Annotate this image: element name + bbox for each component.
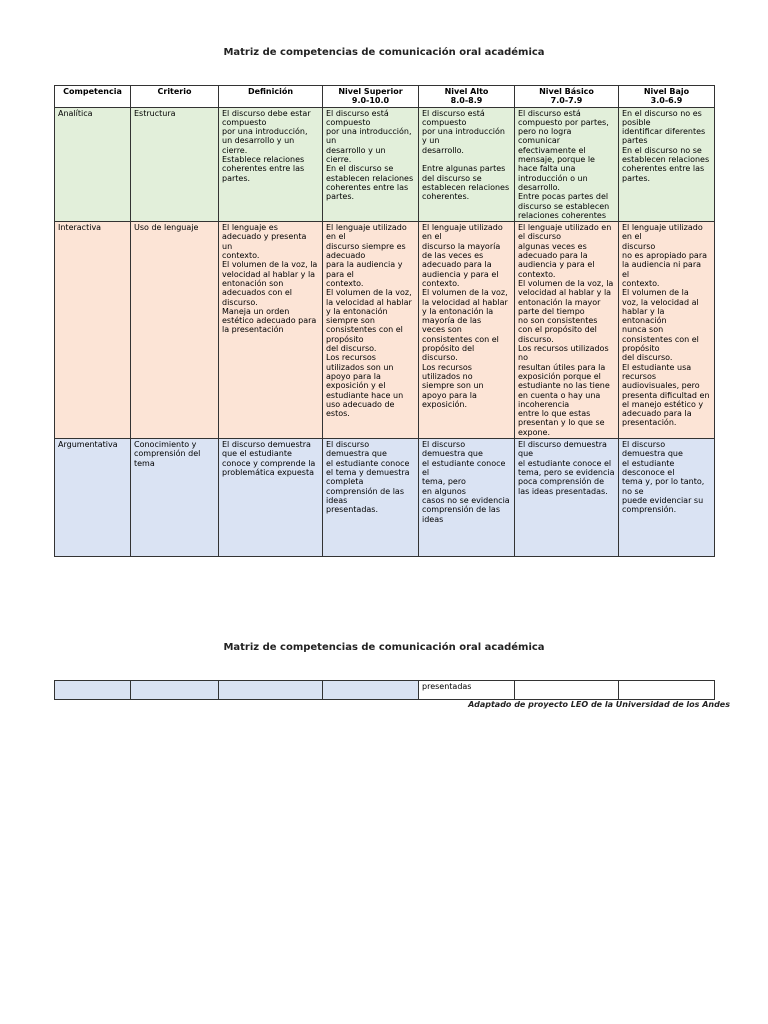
header-nivel-superior: Nivel Superior 9.0-10.0 <box>323 86 419 108</box>
cell-criterio: Estructura <box>131 107 219 222</box>
cell-alto: El discurso demuestra que el estudiante conoce el tema, pero en algunos casos no se evidencia comprensión de las ideas <box>419 439 515 557</box>
header-definicion: Definición <box>219 86 323 108</box>
cell-bajo: El lenguaje utilizado en el discurso no es apropiado para la audiencia ni para el contexto. El volumen de la voz, la velocidad al hablar y la entonación nunca son consistentes con el propósito del discurso. El estudiante usa recursos audiovisuales, pero presenta dificultad en el manejo estético y adecuado para la presentación. <box>619 222 715 439</box>
page-title-repeat: Matriz de competencias de comunicación oral académica <box>223 642 545 653</box>
header-nivel-basico: Nivel Básico 7.0-7.9 <box>515 86 619 108</box>
cell-empty <box>55 681 131 700</box>
cell-definicion: El lenguaje es adecuado y presenta un contexto. El volumen de la voz, la velocidad al hablar y la entonación son adecuados con el discurso. Maneja un orden estético adecuado para la presentación <box>219 222 323 439</box>
competency-matrix-continuation <box>54 680 715 700</box>
table-row-interactiva <box>55 222 715 439</box>
cell-competencia: Interactiva <box>55 222 131 439</box>
cell-continuation-text: presentadas <box>419 681 515 700</box>
cell-criterio: Conocimiento y comprensión del tema <box>131 439 219 557</box>
cell-definicion: El discurso demuestra que el estudiante conoce y comprende la problemática expuesta <box>219 439 323 557</box>
cell-competencia: Argumentativa <box>55 439 131 557</box>
competency-matrix-table <box>54 85 715 557</box>
cell-alto: El discurso está compuesto por una introducción y un desarrollo. Entre algunas partes del discurso se establecen relaciones coherentes. <box>419 107 515 222</box>
cell-empty <box>619 681 715 700</box>
cell-basico: El discurso demuestra que el estudiante conoce el tema, pero se evidencia poca comprensión de las ideas presentadas. <box>515 439 619 557</box>
header-competencia: Competencia <box>55 86 131 108</box>
table-header-row <box>55 86 715 108</box>
cell-basico: El discurso está compuesto por partes, pero no logra comunicar efectivamente el mensaje, porque le hace falta una introducción o un desarrollo. Entre pocas partes del discurso se establecen relaciones coherentes <box>515 107 619 222</box>
header-criterio: Criterio <box>131 86 219 108</box>
header-nivel-bajo: Nivel Bajo 3.0-6.9 <box>619 86 715 108</box>
cell-superior: El discurso demuestra que el estudiante conoce el tema y demuestra completa comprensión de las ideas presentadas. <box>323 439 419 557</box>
cell-criterio: Uso de lenguaje <box>131 222 219 439</box>
cell-empty <box>323 681 419 700</box>
cell-empty <box>219 681 323 700</box>
cell-empty <box>131 681 219 700</box>
cell-bajo: El discurso demuestra que el estudiante desconoce el tema y, por lo tanto, no se puede evidenciar su comprensión. <box>619 439 715 557</box>
table-row-continuation <box>55 681 715 700</box>
table-row-argumentativa <box>55 439 715 557</box>
header-nivel-alto: Nivel Alto 8.0-8.9 <box>419 86 515 108</box>
cell-competencia: Analítica <box>55 107 131 222</box>
cell-empty <box>515 681 619 700</box>
cell-bajo: En el discurso no es posible identificar diferentes partes En el discurso no se establecen relaciones coherentes entre las partes. <box>619 107 715 222</box>
cell-alto: El lenguaje utilizado en el discurso la mayoría de las veces es adecuado para la audiencia y para el contexto. El volumen de la voz, la velocidad al hablar y la entonación la mayoría de las veces son consistentes con el propósito del discurso. Los recursos utilizados no siempre son un apoyo para la exposición. <box>419 222 515 439</box>
cell-superior: El lenguaje utilizado en el discurso siempre es adecuado para la audiencia y para el contexto. El volumen de la voz, la velocidad al hablar y la entonación siempre son consistentes con el propósito del discurso. Los recursos utilizados son un apoyo para la exposición y el estudiante hace un uso adecuado de estos. <box>323 222 419 439</box>
page-title: Matriz de competencias de comunicación oral académica <box>223 47 545 58</box>
cell-basico: El lenguaje utilizado en el discurso algunas veces es adecuado para la audiencia y para el contexto. El volumen de la voz, la velocidad al hablar y la entonación la mayor parte del tiempo no son consistentes con el propósito del discurso. Los recursos utilizados no resultan útiles para la exposición porque el estudiante no las tiene en cuenta o hay una incoherencia entre lo que estas presentan y lo que se expone. <box>515 222 619 439</box>
cell-definicion: El discurso debe estar compuesto por una introducción, un desarrollo y un cierre. Establece relaciones coherentes entre las partes. <box>219 107 323 222</box>
table-row-analitica <box>55 107 715 222</box>
cell-superior: El discurso está compuesto por una introducción, un desarrollo y un cierre. En el discurso se establecen relaciones coherentes entre las partes. <box>323 107 419 222</box>
source-note: Adaptado de proyecto LEO de la Universidad de los Andes <box>468 700 730 709</box>
